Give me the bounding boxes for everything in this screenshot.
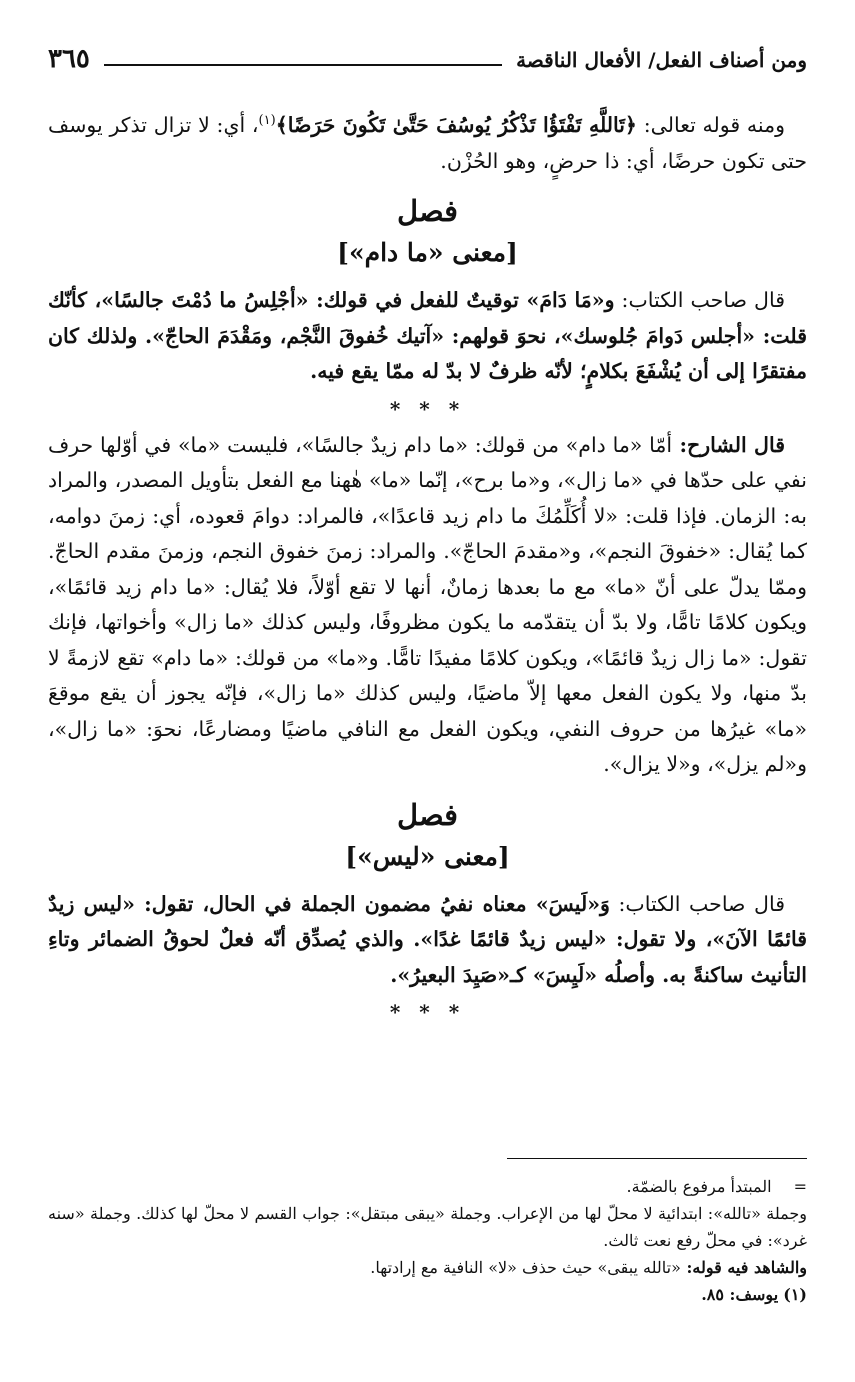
running-head [48, 42, 807, 74]
author-text-body-1: و«مَا دَامَ» توقيتٌ للفعل في قولك: «أجْلِسُ ما دُمْتَ جالسًا»، كأنّك قلت: «أجلس دَوامَ جُلوسك»، نحوَ قولهم: «آتيك خُفوقَ النَّجْم، ومَقْدَمَ الحاجّ». ولذلك كان مفتقرًا إلى أن يُشْفَعَ بكلامٍ؛ لأنّه ظرفٌ لا بدّ له ممّا يقع فيه. [48, 288, 807, 383]
footnote-line-3 [48, 1254, 807, 1281]
footnote-line-3-lead: والشاهد فيه قوله: [680, 1258, 807, 1277]
section-subtitle-1: [معنى «ما دام»] [337, 238, 518, 267]
running-head-title: ومن أصناف الفعل/ الأفعال الناقصة [516, 48, 807, 72]
intro-rest: ، أي: لا تزال تذكر يوسف حتى تكون حرضًا، أي: ذا حرضٍ، وهو الحُزْن. [48, 113, 807, 173]
author-text-lead-1: قال صاحب الكتاب: [614, 288, 785, 312]
footnote-ref: (١) [258, 113, 276, 129]
separator-stars-1: * * * [389, 396, 466, 421]
commentary-body: أمّا «ما دام» من قولك: «ما دام زيدٌ جالسًا»، فليست «ما» في أوّلها حرف نفي على حدّها في «ما زال»، و«ما برح»، إنّما «ما» هٰهنا مع الفعل بتأويل المصدر، والمراد به: الزمان. فإذا قلت: «لا أُكَلِّمُكَ ما دام زيد قاعدًا»، فالمراد: دوامَ قعوده، أي: زمنَ دوامه، كما يُقال: «خفوقَ النجم»، و«مقدمَ الحاجّ». والمراد: زمنَ خفوق النجم، وزمنَ مقدم الحاجّ. وممّا يدلّ على أنّ «ما» مع ما بعدها زمانٌ، أنها لا تقع أوّلاً، فلا يُقال: «ما دام زيد قائمًا»، ويكون كلامًا تامًّا، ولا بدّ أن يتقدّمه ما يكون مظروفًا، وليس كذلك «ما زال» وأخواتها، فإنك تقول: «ما زال زيدٌ قائمًا»، ويكون كلامًا مفيدًا تامًّا. و«ما» من قولك: «ما دام» تقع لازمةً لا بدّ منها، ولا يكون الفعل معها إلاّ ماضيًا، وليس كذلك «ما زال»، فإنّه يجوز أن يقع موقعَ «ما» غيرُها من حروف النفي، ويكون الفعل مع النافي ماضيًا ومضارعًا، نحوَ: «ما زال»، و«لم يزل»، و«لا يزال». [48, 432, 808, 776]
footnote-rule [507, 1158, 807, 1159]
footnote-1-number: (١) [783, 1285, 807, 1304]
quran-verse: ﴿تَاللَّهِ تَفْتَؤُا تَذْكُرُ يُوسُفَ حَتَّىٰ تَكُونَ حَرَضًا﴾ [275, 113, 637, 137]
footnote-line-2: وجملة «تالله»: ابتدائية لا محلّ لها من الإعراب. وجملة «يبقى مبتقل»: جواب القسم لا محلّ لها كذلك. وجملة «سنه غرد»: في محلّ رفع نعت ثالث. [48, 1204, 808, 1250]
commentary-lead: قال الشارح: [672, 432, 785, 457]
footnote-1-text: يوسف: ٨٥. [701, 1285, 779, 1304]
footnotes [48, 1158, 807, 1308]
separator-stars-2: * * * [389, 1000, 466, 1024]
footnote-line-1 [48, 1173, 807, 1200]
author-text-1 [48, 283, 807, 390]
footnote-continuation-marker: = [793, 1177, 807, 1196]
footnote-line-1-text: المبتدأ مرفوع بالضمّة. [626, 1177, 772, 1196]
section-heading-2: فصل [397, 797, 458, 832]
main-text [48, 108, 807, 1031]
intro-lead: ومنه قوله تعالى: [643, 113, 785, 137]
author-text-lead-2: قال صاحب الكتاب: [609, 891, 785, 916]
footnote-line-3-text: «تالله يبقى» حيث حذف «لا» النافية مع إرادتها. [370, 1258, 681, 1277]
footnote-1 [48, 1281, 807, 1308]
section-subtitle-2: [معنى «ليس»] [345, 841, 510, 871]
intro-paragraph [48, 108, 807, 179]
author-text-2 [48, 887, 807, 994]
page-number: ٣٦٥ [48, 44, 90, 74]
commentary-paragraph [48, 428, 807, 783]
running-head-rule [104, 64, 502, 66]
book-page [48, 0, 807, 1382]
section-heading-1: فصل [397, 194, 458, 228]
author-text-body-2: وَ«لَيسَ» معناه نفيُ مضمون الجملة في الحال، تقول: «ليس زيدٌ قائمًا الآنَ»، ولا تقول: «ليس زيدٌ قائمًا غدًا». والذي يُصدِّق أنّه فعلٌ لحوقُ الضمائر وتاءِ التأنيث ساكنةً به. وأصلُه «لَيِسَ» كـ«صَيِدَ البعيرُ». [48, 891, 807, 987]
